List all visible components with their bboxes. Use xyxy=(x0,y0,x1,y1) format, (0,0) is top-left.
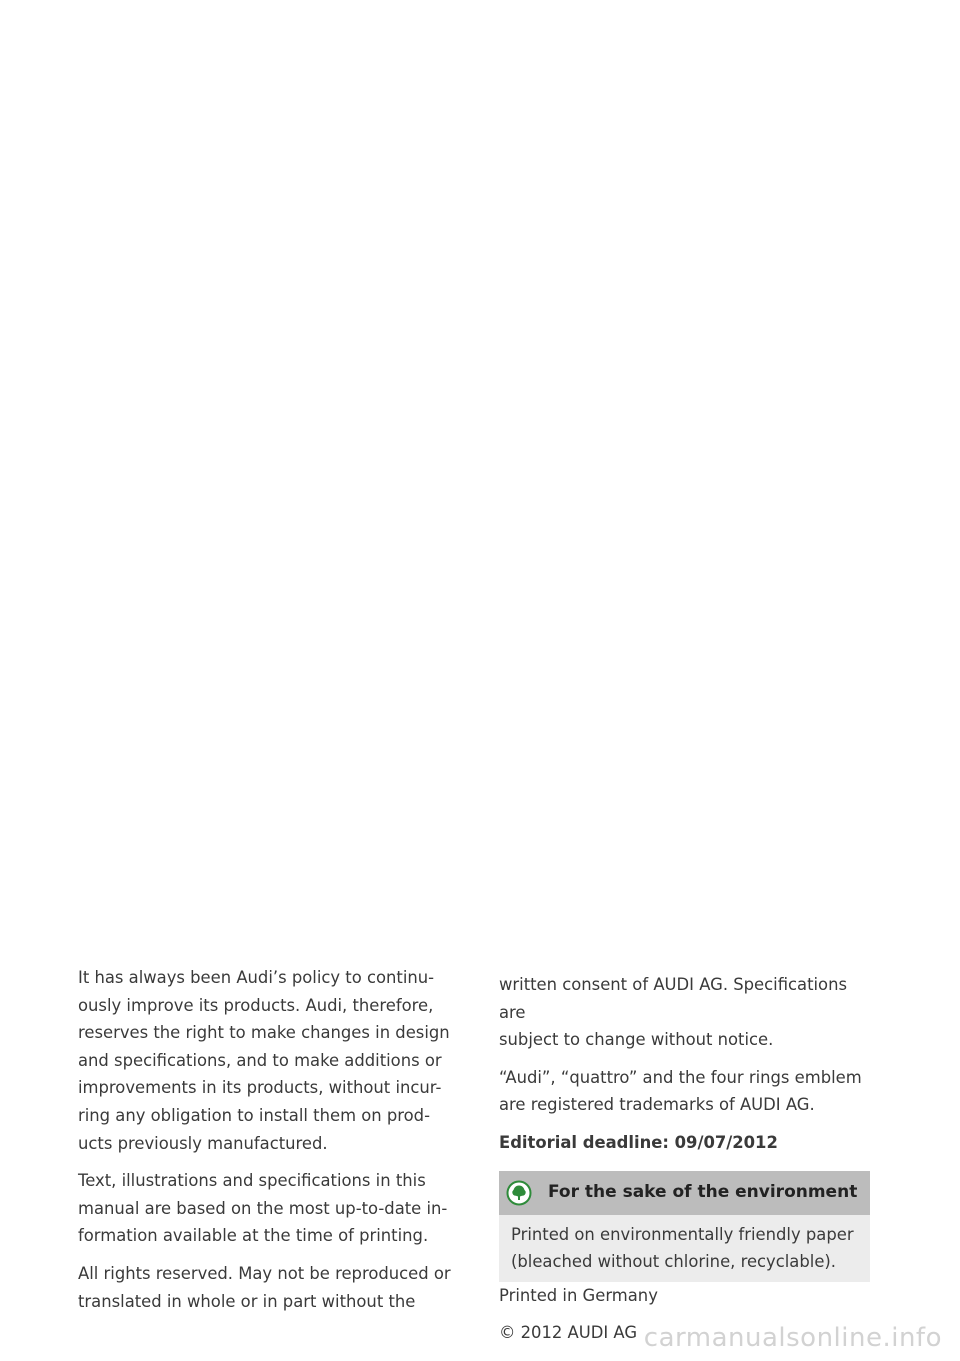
trademark-paragraph: “Audi”, “quattro” and the four rings emblem are registered trademarks of AUDI AG. xyxy=(499,1067,862,1115)
rights-paragraph: All rights reserved. May not be reproduced or translated in whole or in part without the xyxy=(78,1263,451,1311)
printed-in-label: Printed in Germany xyxy=(499,1285,658,1305)
left-column xyxy=(78,964,458,1325)
environment-box-title: For the sake of the environment xyxy=(548,1181,858,1202)
environment-box-text: Printed on environmentally friendly paper (bleached without chlorine, recyclable). xyxy=(499,1215,870,1282)
right-column xyxy=(499,971,877,1357)
environment-box-header xyxy=(499,1171,870,1215)
tree-icon xyxy=(506,1180,532,1206)
watermark-text: carmanualsonline.info xyxy=(643,1323,942,1353)
policy-paragraph: It has always been Audi’s policy to continu- ously improve its products. Audi, therefore, reserves the right to make changes in design and specifications, and to make additions or improvements in its products, without incur- ring any obligation to install them on prod- ucts previously manufactured. xyxy=(78,968,450,1153)
consent-paragraph: written consent of AUDI AG. Specifications are subject to change without notice. xyxy=(499,975,848,1050)
illustrations-paragraph: Text, illustrations and specifications in this manual are based on the most up-to-date in- formation available at the time of printing. xyxy=(78,1171,448,1246)
editorial-deadline: Editorial deadline: 09/07/2012 xyxy=(499,1132,778,1152)
environment-box xyxy=(499,1171,870,1282)
copyright-label: © 2012 AUDI AG xyxy=(499,1323,638,1343)
